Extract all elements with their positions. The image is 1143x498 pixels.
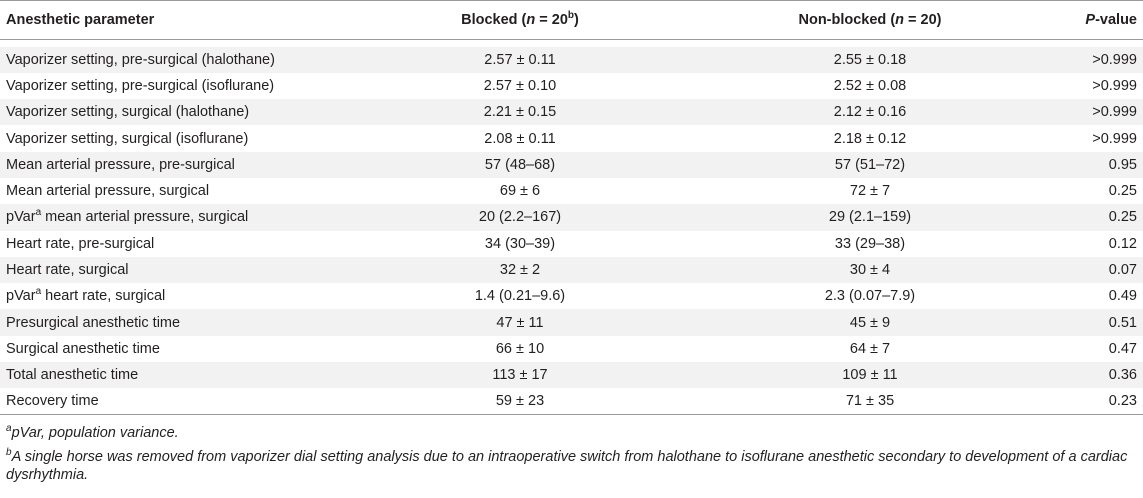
cell-p-value: 0.95: [1108, 156, 1137, 173]
header-anesthetic-parameter: Anesthetic parameter: [0, 1, 340, 40]
table-row: [0, 362, 1143, 388]
cell-p-value: >0.999: [1092, 51, 1137, 68]
cell-p-value: >0.999: [1092, 77, 1137, 94]
cell-parameter: Vaporizer setting, pre-surgical (isoflurane): [6, 77, 275, 94]
cell-p-value: >0.999: [1092, 130, 1137, 147]
cell-blocked: 34 (30–39): [484, 235, 556, 252]
cell-p-value: 0.25: [1108, 209, 1137, 226]
cell-non-blocked: 109 ± 11: [842, 367, 898, 384]
table-row: [0, 336, 1143, 362]
cell-blocked: 2.57 ± 0.11: [484, 51, 556, 68]
cell-parameter: pVar$^a$ heart rate, surgical: [6, 286, 166, 305]
cell-non-blocked: 71 ± 35: [700, 388, 1040, 414]
cell-non-blocked: 30 ± 4: [849, 262, 891, 279]
cell-parameter: Vaporizer setting, surgical (halothane): [6, 104, 250, 121]
cell-p-value: 0.36: [1108, 367, 1137, 384]
cell-parameter: pVar$^a$ mean arterial pressure, surgical: [6, 207, 249, 226]
table-header-row: [0, 1, 1143, 40]
cell-parameter: Vaporizer setting, pre-surgical (halothane): [6, 51, 275, 68]
table-row: [0, 152, 1143, 178]
cell-p-value: 0.25: [1108, 183, 1137, 200]
cell-p-value: 0.07: [1108, 262, 1137, 279]
cell-p-value: 0.49: [1108, 288, 1137, 305]
cell-blocked: 57 (48–68): [484, 156, 556, 173]
footnote-b: $^b$A single horse was removed from vaporizer dial setting analysis due to an intraoperative switch from halothane to isoflurane anesthetic secondary to development of a cardiac dysrhythmia.: [6, 447, 1128, 484]
table-body: [0, 40, 1143, 415]
footnote-a: $^a$pVar, population variance.: [6, 423, 179, 442]
cell-non-blocked: 72 ± 7: [849, 183, 891, 200]
cell-p-value: 0.47: [1108, 340, 1137, 357]
cell-non-blocked: 2.52 ± 0.08: [833, 77, 907, 94]
cell-non-blocked: 2.18 ± 0.12: [833, 130, 907, 147]
cell-parameter: Recovery time: [0, 388, 340, 414]
cell-blocked: 69 ± 6: [499, 183, 541, 200]
cell-non-blocked: 2.3 (0.07–7.9): [824, 288, 916, 305]
table-row: [0, 204, 1143, 230]
header-blocked: Blocked $(n = 20^b)$: [340, 1, 700, 40]
cell-blocked: 32 ± 2: [499, 262, 541, 279]
cell-p-value: 0.23: [1040, 388, 1143, 414]
cell-parameter: Heart rate, pre-surgical: [6, 235, 155, 252]
table-row: [0, 178, 1143, 204]
cell-blocked: 1.4 (0.21–9.6): [474, 288, 566, 305]
cell-non-blocked: 33 (29–38): [834, 235, 906, 252]
table-row: [0, 309, 1143, 335]
cell-blocked: 113 ± 17: [492, 367, 548, 384]
header-non-blocked: Non-blocked (n = 20): [700, 1, 1040, 40]
cell-blocked: 59 ± 23: [340, 388, 700, 414]
spacer-row: [0, 40, 1143, 47]
cell-parameter: Presurgical anesthetic time: [6, 314, 181, 331]
table-row: [0, 257, 1143, 283]
cell-parameter: Total anesthetic time: [6, 367, 139, 384]
cell-parameter: Heart rate, surgical: [6, 262, 129, 279]
cell-blocked: 20 (2.2–167): [478, 209, 562, 226]
cell-blocked: 2.57 ± 0.10: [483, 77, 557, 94]
table-row: [0, 283, 1143, 309]
table-row: [0, 231, 1143, 257]
cell-non-blocked: 29 (2.1–159): [828, 209, 912, 226]
table-row: [0, 73, 1143, 99]
table-row: [0, 125, 1143, 151]
cell-p-value: 0.51: [1108, 314, 1137, 331]
header-p-value: P-value: [1040, 1, 1143, 40]
cell-parameter: Mean arterial pressure, surgical: [6, 183, 210, 200]
table-row: [0, 47, 1143, 73]
cell-blocked: 2.08 ± 0.11: [484, 130, 556, 147]
cell-p-value: 0.12: [1108, 235, 1137, 252]
cell-parameter: Surgical anesthetic time: [6, 340, 160, 357]
cell-parameter: Vaporizer setting, surgical (isoflurane): [6, 130, 249, 147]
cell-non-blocked: 45 ± 9: [849, 314, 891, 331]
cell-p-value: >0.999: [1092, 104, 1137, 121]
cell-non-blocked: 2.55 ± 0.18: [833, 51, 907, 68]
cell-blocked: 47 ± 11: [496, 314, 544, 331]
cell-blocked: 66 ± 10: [495, 340, 545, 357]
table-row: [0, 388, 1143, 414]
table-row: [0, 99, 1143, 125]
cell-parameter: Mean arterial pressure, pre-surgical: [6, 156, 235, 173]
cell-non-blocked: 64 ± 7: [849, 340, 891, 357]
cell-non-blocked: 57 (51–72): [834, 156, 906, 173]
cell-non-blocked: 2.12 ± 0.16: [833, 104, 907, 121]
cell-blocked: 2.21 ± 0.15: [483, 104, 557, 121]
